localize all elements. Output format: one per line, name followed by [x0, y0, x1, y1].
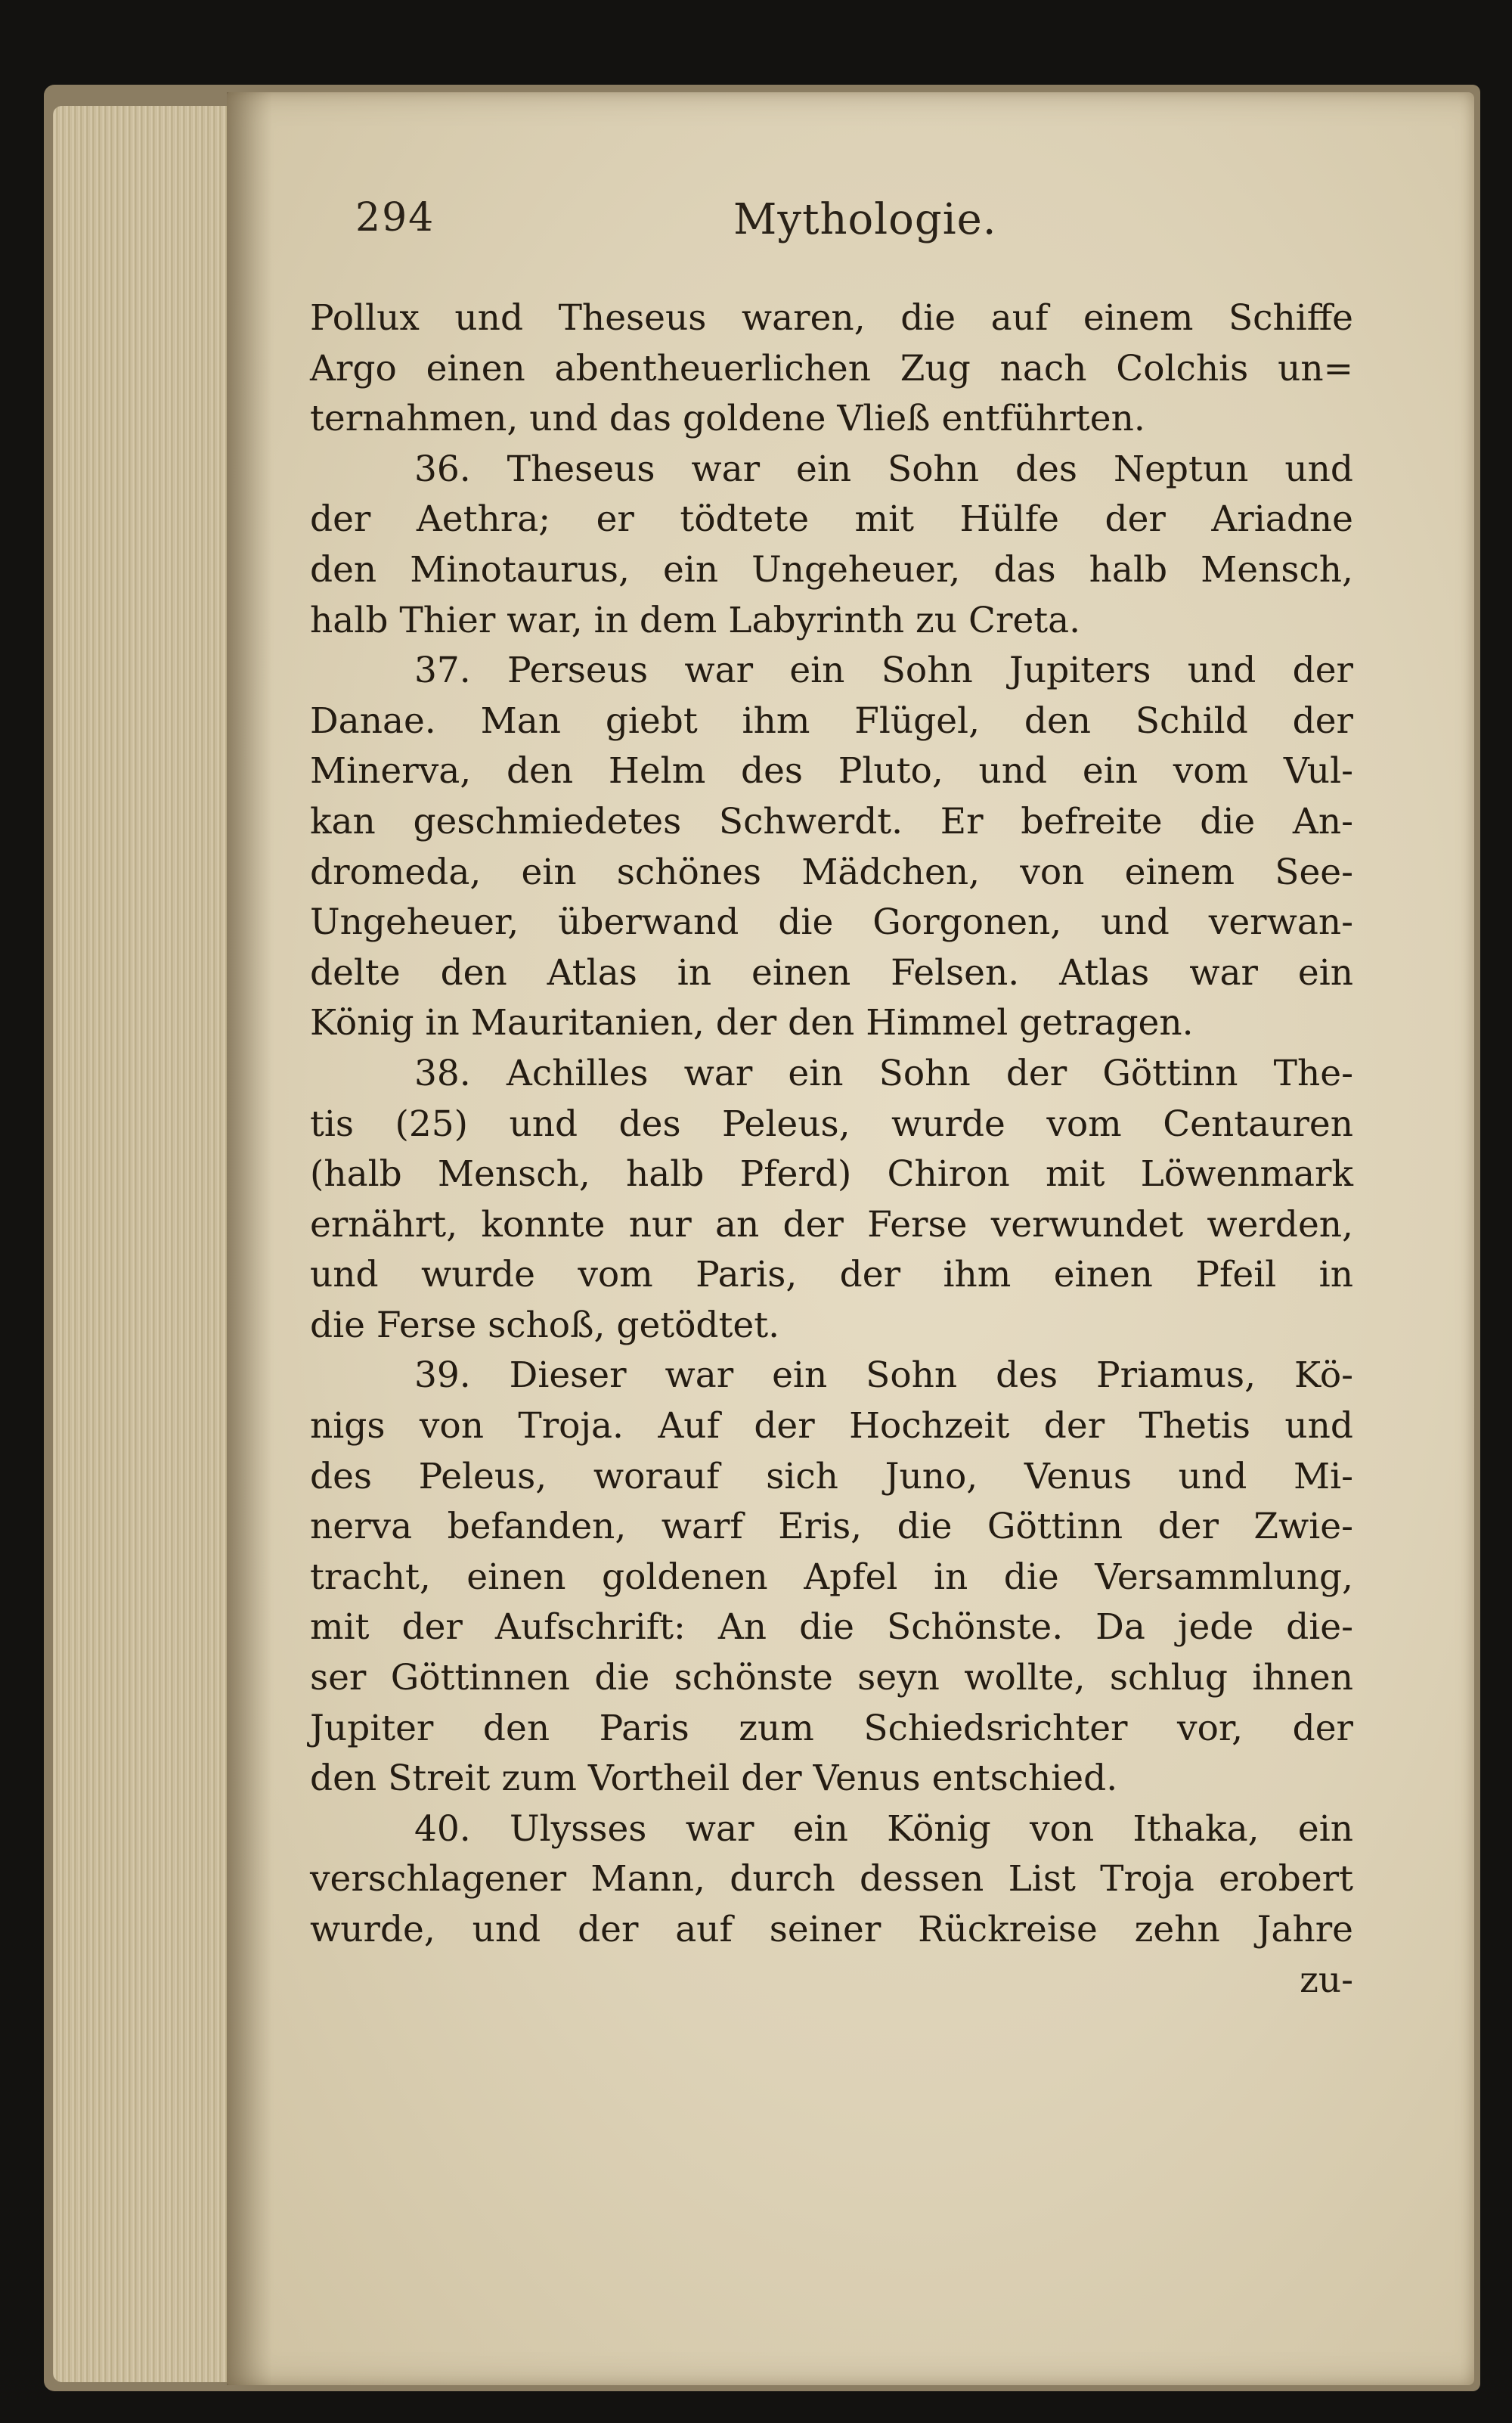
- text-line: nerva befanden, warf Eris, die Göttinn der Zwie-: [310, 1506, 1353, 1548]
- text-line: tis (25) und des Peleus, wurde vom Centauren: [310, 1103, 1353, 1145]
- text-line: delte den Atlas in einen Felsen. Atlas war ein: [310, 951, 1353, 994]
- text-line: kan geschmiedetes Schwerdt. Er befreite die An-: [310, 800, 1353, 842]
- running-title: Mythologie.: [733, 195, 997, 244]
- text-line: Danae. Man giebt ihm Flügel, den Schild der: [310, 700, 1353, 742]
- text-line: Minerva, den Helm des Pluto, und ein vom Vul-: [310, 750, 1353, 793]
- text-line: (halb Mensch, halb Pferd) Chiron mit Löwenmark: [310, 1153, 1353, 1196]
- text-line: 37. Perseus war ein Sohn Jupiters und der: [414, 650, 1353, 692]
- text-line: die Ferse schoß, getödtet.: [310, 1304, 780, 1346]
- text-line: verschlagener Mann, durch dessen List Troja erobert: [310, 1858, 1353, 1900]
- spine-shadow: [227, 92, 272, 2385]
- text-line: Jupiter den Paris zum Schiedsrichter vor, der: [310, 1707, 1353, 1749]
- text-line: tracht, einen goldenen Apfel in die Versammlung,: [310, 1556, 1353, 1598]
- text-line: und wurde vom Paris, der ihm einen Pfeil in: [310, 1254, 1353, 1296]
- page-edges: [53, 106, 231, 2382]
- text-line: Argo einen abentheuerlichen Zug nach Colchis un=: [310, 347, 1353, 389]
- text-line: Ungeheuer, überwand die Gorgonen, und verwan-: [310, 901, 1353, 944]
- text-line: 38. Achilles war ein Sohn der Göttinn The-: [414, 1052, 1353, 1094]
- text-line: ternahmen, und das goldene Vließ entführten.: [310, 398, 1145, 440]
- text-line: mit der Aufschrift: An die Schönste. Da jede die-: [310, 1606, 1353, 1649]
- text-line: dromeda, ein schönes Mädchen, von einem See-: [310, 851, 1353, 893]
- text-line: wurde, und der auf seiner Rückreise zehn Jahre: [310, 1909, 1353, 1950]
- text-line: den Streit zum Vortheil der Venus entschied.: [310, 1758, 1118, 1800]
- text-line: nigs von Troja. Auf der Hochzeit der Thetis und: [310, 1405, 1353, 1447]
- page-header: [355, 195, 1323, 263]
- text-line: Pollux und Theseus waren, die auf einem Schiffe: [310, 297, 1353, 339]
- catchword: zu-: [1300, 1959, 1353, 2001]
- text-line: König in Mauritanien, der den Himmel getragen.: [310, 1002, 1194, 1044]
- text-line: 39. Dieser war ein Sohn des Priamus, Kö-: [414, 1354, 1353, 1397]
- text-line: ernährt, konnte nur an der Ferse verwundet werden,: [310, 1203, 1353, 1246]
- text-line: 36. Theseus war ein Sohn des Neptun und: [414, 448, 1353, 490]
- text-line: den Minotaurus, ein Ungeheuer, das halb Mensch,: [310, 548, 1353, 591]
- body-text: [310, 293, 1353, 2006]
- text-line: der Aethra; er tödtete mit Hülfe der Ariadne: [310, 498, 1353, 541]
- text-line: ser Göttinnen die schönste seyn wollte, schlug ihnen: [310, 1657, 1353, 1699]
- page-number: 294: [355, 195, 435, 240]
- text-line: halb Thier war, in dem Labyrinth zu Creta.: [310, 599, 1081, 641]
- text-line: des Peleus, worauf sich Juno, Venus und Mi-: [310, 1455, 1353, 1497]
- text-line: 40. Ulysses war ein König von Ithaka, ein: [414, 1807, 1353, 1850]
